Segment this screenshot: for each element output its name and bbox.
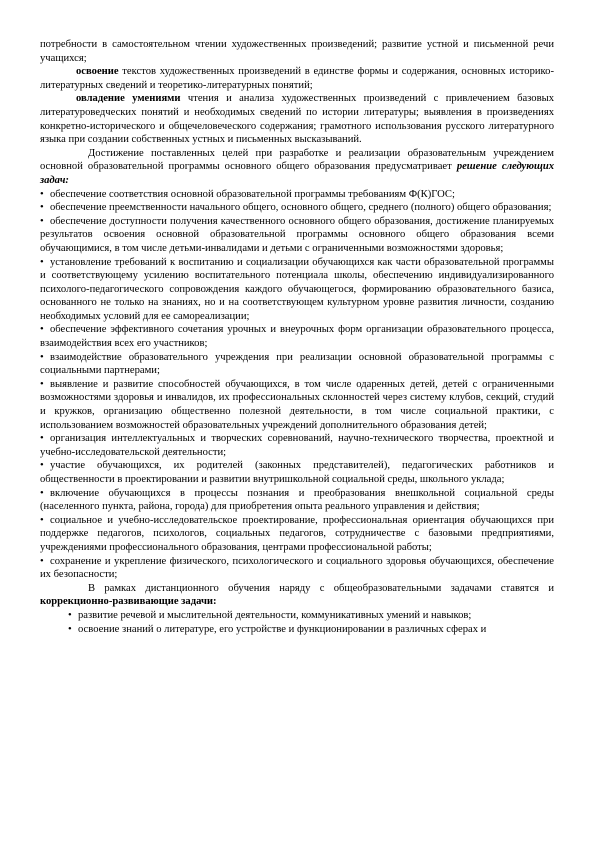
bullet-icon: • (40, 487, 44, 499)
list-item: • освоение знаний о литературе, его устройстве и функционировании в различных сферах и (68, 623, 487, 635)
correction-tasks-list (40, 609, 554, 636)
paragraph-skills (40, 92, 554, 146)
list-item: • включение обучающихся в процессы познания и преобразования внешкольной социальной среды (населенного пункта, района, города) для приобретения опыта реального управления и действия; (40, 487, 554, 513)
paragraph-goals-continued: потребности в самостоятельном чтении художественных произведений; развитие устной и письменной речи учащихся; (40, 39, 554, 64)
bullet-icon: • (40, 433, 44, 445)
bullet-icon: • (40, 460, 44, 472)
tasks-heading: решение следующих задач: (40, 161, 555, 186)
skills-term: овладение умениями (76, 93, 181, 105)
mastery-term: освоение (76, 66, 119, 78)
mastery-text: текстов художественных произведений в единстве формы и содержания, основных историко-литературных сведений и теоретико-литературных понятий; (40, 66, 554, 91)
list-item: • участие обучающихся, их родителей (законных представителей), педагогических работников и общественности в проектировании и развитии внутришкольной социальной среды, школьного уклада; (40, 460, 554, 485)
bullet-icon: • (40, 215, 44, 227)
bullet-icon: • (40, 351, 44, 363)
paragraph-distance-learning (40, 582, 554, 609)
bullet-icon: • (40, 202, 44, 214)
list-item: • выявление и развитие способностей обучающихся, в том числе одаренных детей, детей с ограниченными возможностями здоровья и инвалидов, их профессиональных склонностей через систему клубов, секций, студий и кружков, организацию общественно полезной деятельности, в том числе социальной практики, с использованием возможностей образовательных учреждений дополнительного образования детей; (40, 378, 554, 431)
achievement-text: Достижение поставленных целей при разработке и реализации образовательным учреждением основной образовательной программы основного общего образования предусматривает (40, 147, 554, 173)
list-item: • обеспечение преемственности начального общего, основного общего, среднего (полного) общего образования; (40, 202, 552, 214)
list-item: • установление требований к воспитанию и социализации обучающихся как части образовательной программы и соответствующему усилению воспитательного потенциала школы, обеспечению индивидуализированного психолого-педагогического сопровождения каждого обучающегося, формированию образовательного базиса, основанного не только на знаниях, но и на соответствующем культурном уровне развития личности, созданию необходимых условий для ее самореализации; (40, 256, 554, 322)
list-item: • обеспечение соответствия основной образовательной программы требованиям Ф(К)ГОС; (40, 188, 455, 200)
bullet-icon: • (40, 514, 44, 526)
tasks-list (40, 188, 554, 582)
paragraph-mastery (40, 65, 554, 92)
skills-text: чтения и анализа художественных произведений с привлечением базовых литературоведческих понятий и необходимых сведений по истории литературы; выявления в произведениях конкретно-исторического и общечеловеческого содержания; грамотного использования русского литературного языка при создании собственных устных и письменных высказываний. (40, 93, 554, 146)
list-item: • взаимодействие образовательного учреждения при реализации основной образовательной программы с социальными партнерами; (40, 351, 554, 377)
list-item: • организация интеллектуальных и творческих соревнований, научно-технического творчества, проектной и учебно-исследовательской деятельности; (40, 433, 554, 458)
list-item: • обеспечение эффективного сочетания урочных и внеурочных форм организации образовательного процесса, взаимодействия всех его участников; (40, 324, 554, 350)
bullet-icon: • (40, 378, 44, 390)
paragraph-achievement (40, 147, 554, 188)
bullet-icon: • (40, 256, 44, 268)
bullet-icon: • (68, 609, 72, 621)
list-item: • развитие речевой и мыслительной деятельности, коммуникативных умений и навыков; (68, 609, 472, 621)
bullet-icon: • (40, 555, 44, 567)
bullet-icon: • (40, 188, 44, 200)
bullet-icon: • (68, 623, 72, 635)
bullet-icon: • (40, 324, 44, 336)
list-item: • сохранение и укрепление физического, психологического и социального здоровья обучающихся, обеспечение их безопасности; (40, 555, 554, 581)
correction-tasks-heading: коррекционно-развивающие задачи: (40, 596, 217, 608)
list-item: • обеспечение доступности получения качественного основного общего образования, достижение планируемых результатов освоения основной образовательной программы основного общего образования всеми обучающимися, в том числе детьми-инвалидами и детьми с ограниченными возможностями здоровья; (40, 215, 554, 254)
document-page (40, 38, 554, 636)
distance-learning-text: В рамках дистанционного обучения наряду с общеобразовательными задачами ставятся и (88, 582, 554, 594)
list-item: • социальное и учебно-исследовательское проектирование, профессиональная ориентация обучающихся при поддержке педагогов, психологов, социальных педагогов, сотрудничестве с базовыми предприятиями, учреждениями профессионального образования, центрами профессиональной работы; (40, 514, 554, 553)
